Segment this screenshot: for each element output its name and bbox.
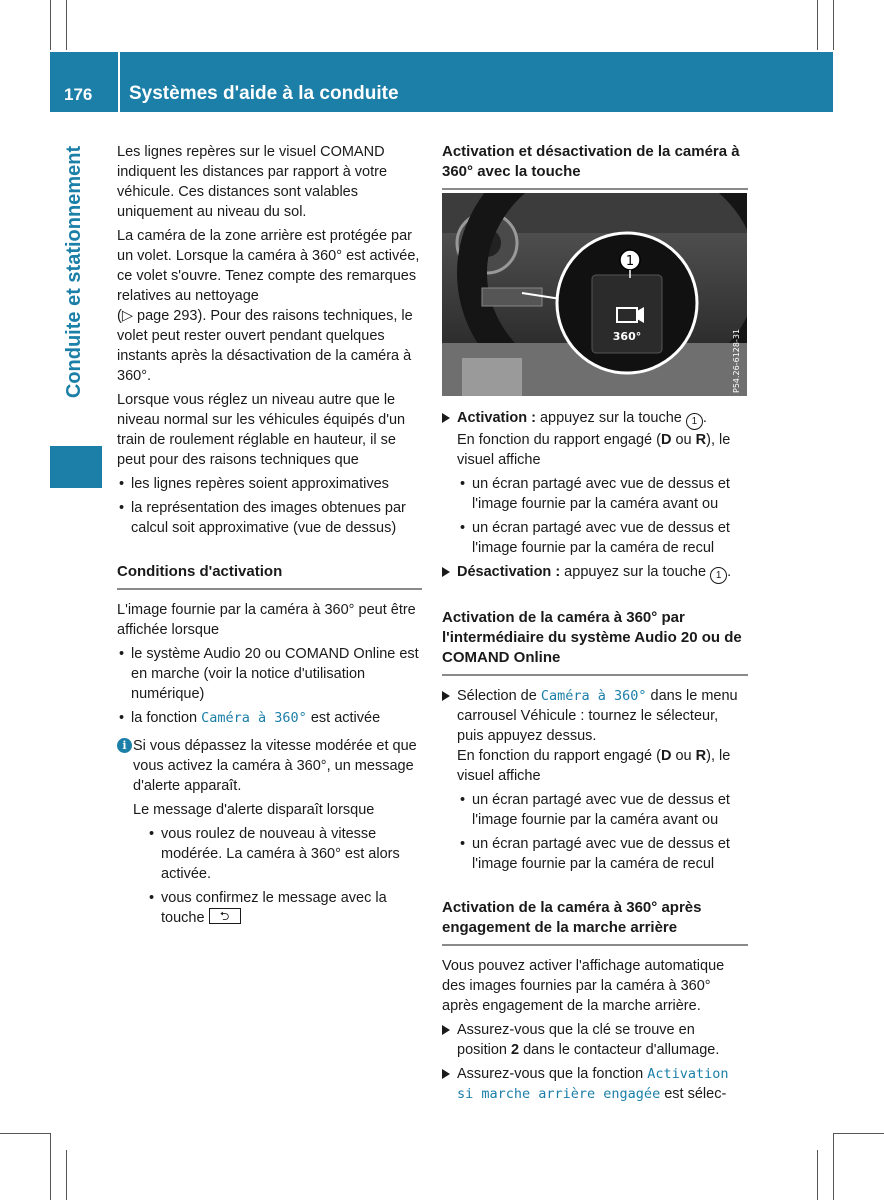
menu-function-name: Activation si marche arrière engagée (457, 1066, 729, 1102)
side-tab-marker (50, 446, 102, 488)
list-item: • un écran partagé avec vue de dessus et l'image fournie par la caméra avant ou (458, 790, 748, 830)
crop-mark (50, 1133, 51, 1200)
crop-mark (833, 1133, 884, 1134)
header-separator (118, 52, 120, 112)
instruction-step: Assurez-vous que la clé se trouve en position 2 dans le contacteur d'allumage. (442, 1020, 748, 1060)
paragraph: L'image fournie par la caméra à 360° peut être affichée lorsque (117, 602, 416, 638)
camera-button-label: 360° (612, 330, 642, 343)
instruction-step: Activation : appuyez sur la touche 1 . En fonction du rapport engagé (D ou R), le visuel affiche (442, 408, 748, 470)
dashboard-photo (442, 193, 747, 396)
list-item: • vous confirmez le message avec la touche ⮌ (147, 888, 422, 928)
crop-mark (66, 1150, 67, 1200)
list-item: • les lignes repères soient approximatives (117, 474, 422, 494)
left-column (117, 142, 422, 932)
page-header (50, 52, 833, 112)
back-key-icon (209, 908, 241, 924)
heading-rule (442, 674, 748, 676)
list-item: • le système Audio 20 ou COMAND Online est en marche (voir la notice d'utilisation numérique) (117, 644, 422, 704)
crop-mark (817, 0, 818, 50)
section-heading: Activation de la caméra à 360° après engagement de la marche arrière (442, 899, 702, 936)
menu-function-name: Caméra à 360° (201, 710, 307, 726)
paragraph: Le message d'alerte disparaît lorsque (133, 802, 375, 818)
arrow-icon (442, 567, 450, 577)
section-heading: Activation de la caméra à 360° par l'intermédiaire du système Audio 20 ou de COMAND Online (442, 609, 742, 666)
heading-rule (442, 188, 748, 190)
callout-number: 1 (625, 254, 635, 269)
section-heading: Activation et désactivation de la caméra à 360° avec la touche (442, 143, 740, 180)
right-column-lower (442, 408, 748, 1108)
crop-mark (50, 0, 51, 50)
chapter-title: Systèmes d'aide à la conduite (129, 83, 399, 104)
page-reference: (▷ page 293). (117, 308, 207, 324)
crop-mark (817, 1150, 818, 1200)
instruction-step: Sélection de Caméra à 360° dans le menu carrousel Véhicule : tournez le sélecteur, puis appuyez dessus. En fonction du rapport engagé (D ou R), le visuel affiche (442, 686, 748, 786)
heading-rule (117, 588, 422, 590)
paragraph: Si vous dépassez la vitesse modérée et que vous activez la caméra à 360°, un message d'alerte apparaît. (133, 738, 417, 794)
list-item: • un écran partagé avec vue de dessus et l'image fournie par la caméra de recul (458, 518, 748, 558)
arrow-icon (442, 1069, 450, 1079)
menu-function-name: Caméra à 360° (540, 688, 647, 704)
paragraph: La caméra de la zone arrière est protégée par un volet. Lorsque la caméra à 360° est activée, ce volet s'ouvre. Tenez compte des remarques relatives au nettoyage (▷ page 293). Pour des raisons techniques, le volet peut rester ouvert pendant quelques instants après la désactivation de la caméra à 360°. (117, 228, 420, 384)
right-column (442, 142, 748, 200)
callout-number: 1 (686, 413, 703, 430)
list-item: • la fonction Caméra à 360° est activée (117, 708, 422, 728)
info-icon: i (117, 738, 132, 753)
paragraph: Lorsque vous réglez un niveau autre que le niveau normal sur les véhicules équipés d'un train de roulement réglable en hauteur, il se peut pour des raisons techniques que (117, 392, 406, 468)
instruction-step: Désactivation : appuyez sur la touche 1 . (442, 562, 748, 584)
callout-number: 1 (710, 567, 727, 584)
crop-mark (0, 1133, 50, 1134)
instruction-step: Assurez-vous que la fonction Activation si marche arrière engagée est sélec- (442, 1064, 748, 1104)
crop-mark (833, 0, 834, 50)
section-heading: Conditions d'activation (117, 563, 283, 580)
side-tab (50, 112, 102, 488)
paragraph: Les lignes repères sur le visuel COMAND indiquent les distances par rapport à votre véhicule. Ces distances sont valables uniquement au niveau du sol. (117, 144, 388, 220)
side-tab-label: Conduite et stationnement (63, 145, 85, 399)
list-item: • un écran partagé avec vue de dessus et l'image fournie par la caméra de recul (458, 834, 748, 874)
arrow-icon (442, 691, 450, 701)
list-item: • la représentation des images obtenues par calcul soit approximative (vue de dessus) (117, 498, 422, 538)
heading-rule (442, 944, 748, 946)
illustration-code: P54.26-6128-31 (732, 328, 741, 393)
crop-mark (833, 1133, 834, 1200)
dashboard-illustration (442, 193, 747, 396)
paragraph: Vous pouvez activer l'affichage automatique des images fournies par la caméra à 360° après engagement de la marche arrière. (442, 958, 725, 1014)
list-item: • vous roulez de nouveau à vitesse modérée. La caméra à 360° est alors activée. (147, 824, 422, 884)
list-item: • un écran partagé avec vue de dessus et l'image fournie par la caméra avant ou (458, 474, 748, 514)
arrow-icon (442, 413, 450, 423)
arrow-icon (442, 1025, 450, 1035)
page-number: 176 (64, 85, 93, 104)
crop-mark (66, 0, 67, 50)
info-note (117, 736, 422, 928)
